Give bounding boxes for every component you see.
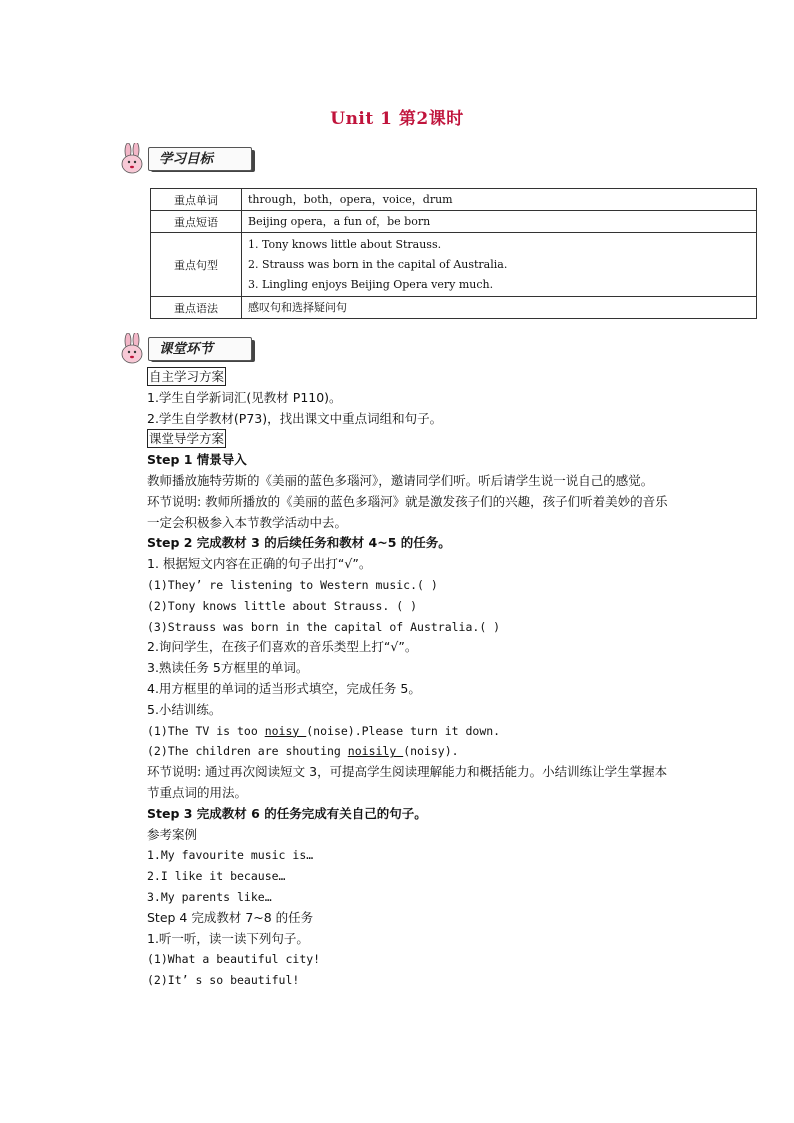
exercise bbox=[147, 721, 687, 742]
step-note: 环节说明: 通过再次阅读短文 3，可提高学生阅读理解能力和概括能力。小结训练让学生掌握本节重点词的用法。 bbox=[147, 764, 668, 800]
step-heading: Step 1 情景导入 bbox=[147, 452, 247, 468]
row-value: Beijing opera，a fun of，be born bbox=[242, 211, 757, 233]
classroom-badge bbox=[118, 333, 248, 363]
exercise-text: (2)The children are shouting bbox=[147, 744, 348, 759]
exercise-text: (1)The TV is too bbox=[147, 723, 265, 738]
reference-item: 2.I like it because… bbox=[147, 869, 286, 884]
self-study-item: 2.学生自学教材(P73)，找出课文中重点词组和句子。 bbox=[147, 410, 443, 426]
sentence: 1. Tony knows little about Strauss. bbox=[248, 237, 442, 251]
sentence: (2)It’ s so beautiful! bbox=[147, 973, 300, 988]
task-item: 4.用方框里的单词的适当形式填空，完成任务 5。 bbox=[147, 680, 421, 696]
question: (3)Strauss was born in the capital of Australia.( ) bbox=[147, 619, 501, 634]
row-value: through，both，opera，voice，drum bbox=[242, 189, 757, 211]
learning-goals-label: 学习目标 bbox=[148, 147, 252, 171]
sentence: 2. Strauss was born in the capital of Australia. bbox=[248, 257, 508, 271]
table-row bbox=[151, 211, 757, 233]
classroom-label: 课堂环节 bbox=[148, 337, 252, 361]
step-note: 环节说明: 教师所播放的《美丽的蓝色多瑙河》就是激发孩子们的兴趣，孩子们听着美妙的音乐一定会积极参入本节教学活动中去。 bbox=[147, 493, 668, 530]
table-row bbox=[151, 189, 757, 211]
table-row bbox=[151, 233, 757, 297]
task-item: 1.听一听，读一读下列句子。 bbox=[147, 930, 309, 946]
row-value: 感叹句和选择疑问句 bbox=[242, 297, 757, 319]
exercise-answer: noisy bbox=[264, 723, 307, 738]
self-study-item: 1.学生自学新词汇(见教材 P110)。 bbox=[147, 389, 342, 405]
reference-item: 1.My favourite music is… bbox=[147, 848, 314, 863]
exercise-text: (noisy). bbox=[403, 744, 459, 759]
step-heading: Step 4 完成教材 7~8 的任务 bbox=[147, 909, 314, 925]
step-heading: Step 3 完成教材 6 的任务完成有关自己的句子。 bbox=[147, 805, 427, 821]
rabbit-icon bbox=[118, 333, 154, 367]
task-item: 3.熟读任务 5方框里的单词。 bbox=[147, 660, 309, 676]
self-study-heading: 自主学习方案 bbox=[149, 369, 225, 384]
row-value bbox=[242, 233, 757, 297]
reference-heading: 参考案例 bbox=[147, 826, 198, 842]
task-item: 2.询问学生，在孩子们喜欢的音乐类型上打“√”。 bbox=[147, 639, 418, 655]
rabbit-icon bbox=[118, 143, 154, 177]
table-row bbox=[151, 297, 757, 319]
row-key: 重点单词 bbox=[151, 189, 242, 211]
sentence: 3. Lingling enjoys Beijing Opera very much. bbox=[248, 277, 494, 291]
question: (1)They’ re listening to Western music.( ) bbox=[147, 577, 438, 592]
step-text: 教师播放施特劳斯的《美丽的蓝色多瑙河》，邀请同学们听。听后请学生说一说自己的感觉。 bbox=[147, 472, 654, 488]
exercise-text: (noise).Please turn it down. bbox=[306, 723, 501, 738]
task-item: 1. 根据短文内容在正确的句子出打“√”。 bbox=[147, 556, 372, 572]
sentence: (1)What a beautiful city! bbox=[147, 952, 321, 967]
class-guide-heading: 课堂导学方案 bbox=[149, 431, 225, 447]
question: (2)Tony knows little about Strauss. ( ) bbox=[147, 598, 418, 613]
exercise-answer: noisily bbox=[347, 744, 404, 759]
row-key: 重点短语 bbox=[151, 211, 242, 233]
learning-goals-badge bbox=[118, 143, 248, 173]
step-heading: Step 2 完成教材 3 的后续任务和教材 4~5 的任务。 bbox=[147, 535, 451, 551]
reference-item: 3.My parents like… bbox=[147, 889, 272, 904]
row-key: 重点句型 bbox=[151, 233, 242, 297]
exercise bbox=[147, 741, 687, 762]
page-title: Unit 1 第2课时 bbox=[330, 109, 464, 129]
key-points-table bbox=[150, 188, 757, 319]
task-item: 5.小结训练。 bbox=[147, 701, 222, 717]
lesson-content bbox=[147, 367, 687, 991]
row-key: 重点语法 bbox=[151, 297, 242, 319]
